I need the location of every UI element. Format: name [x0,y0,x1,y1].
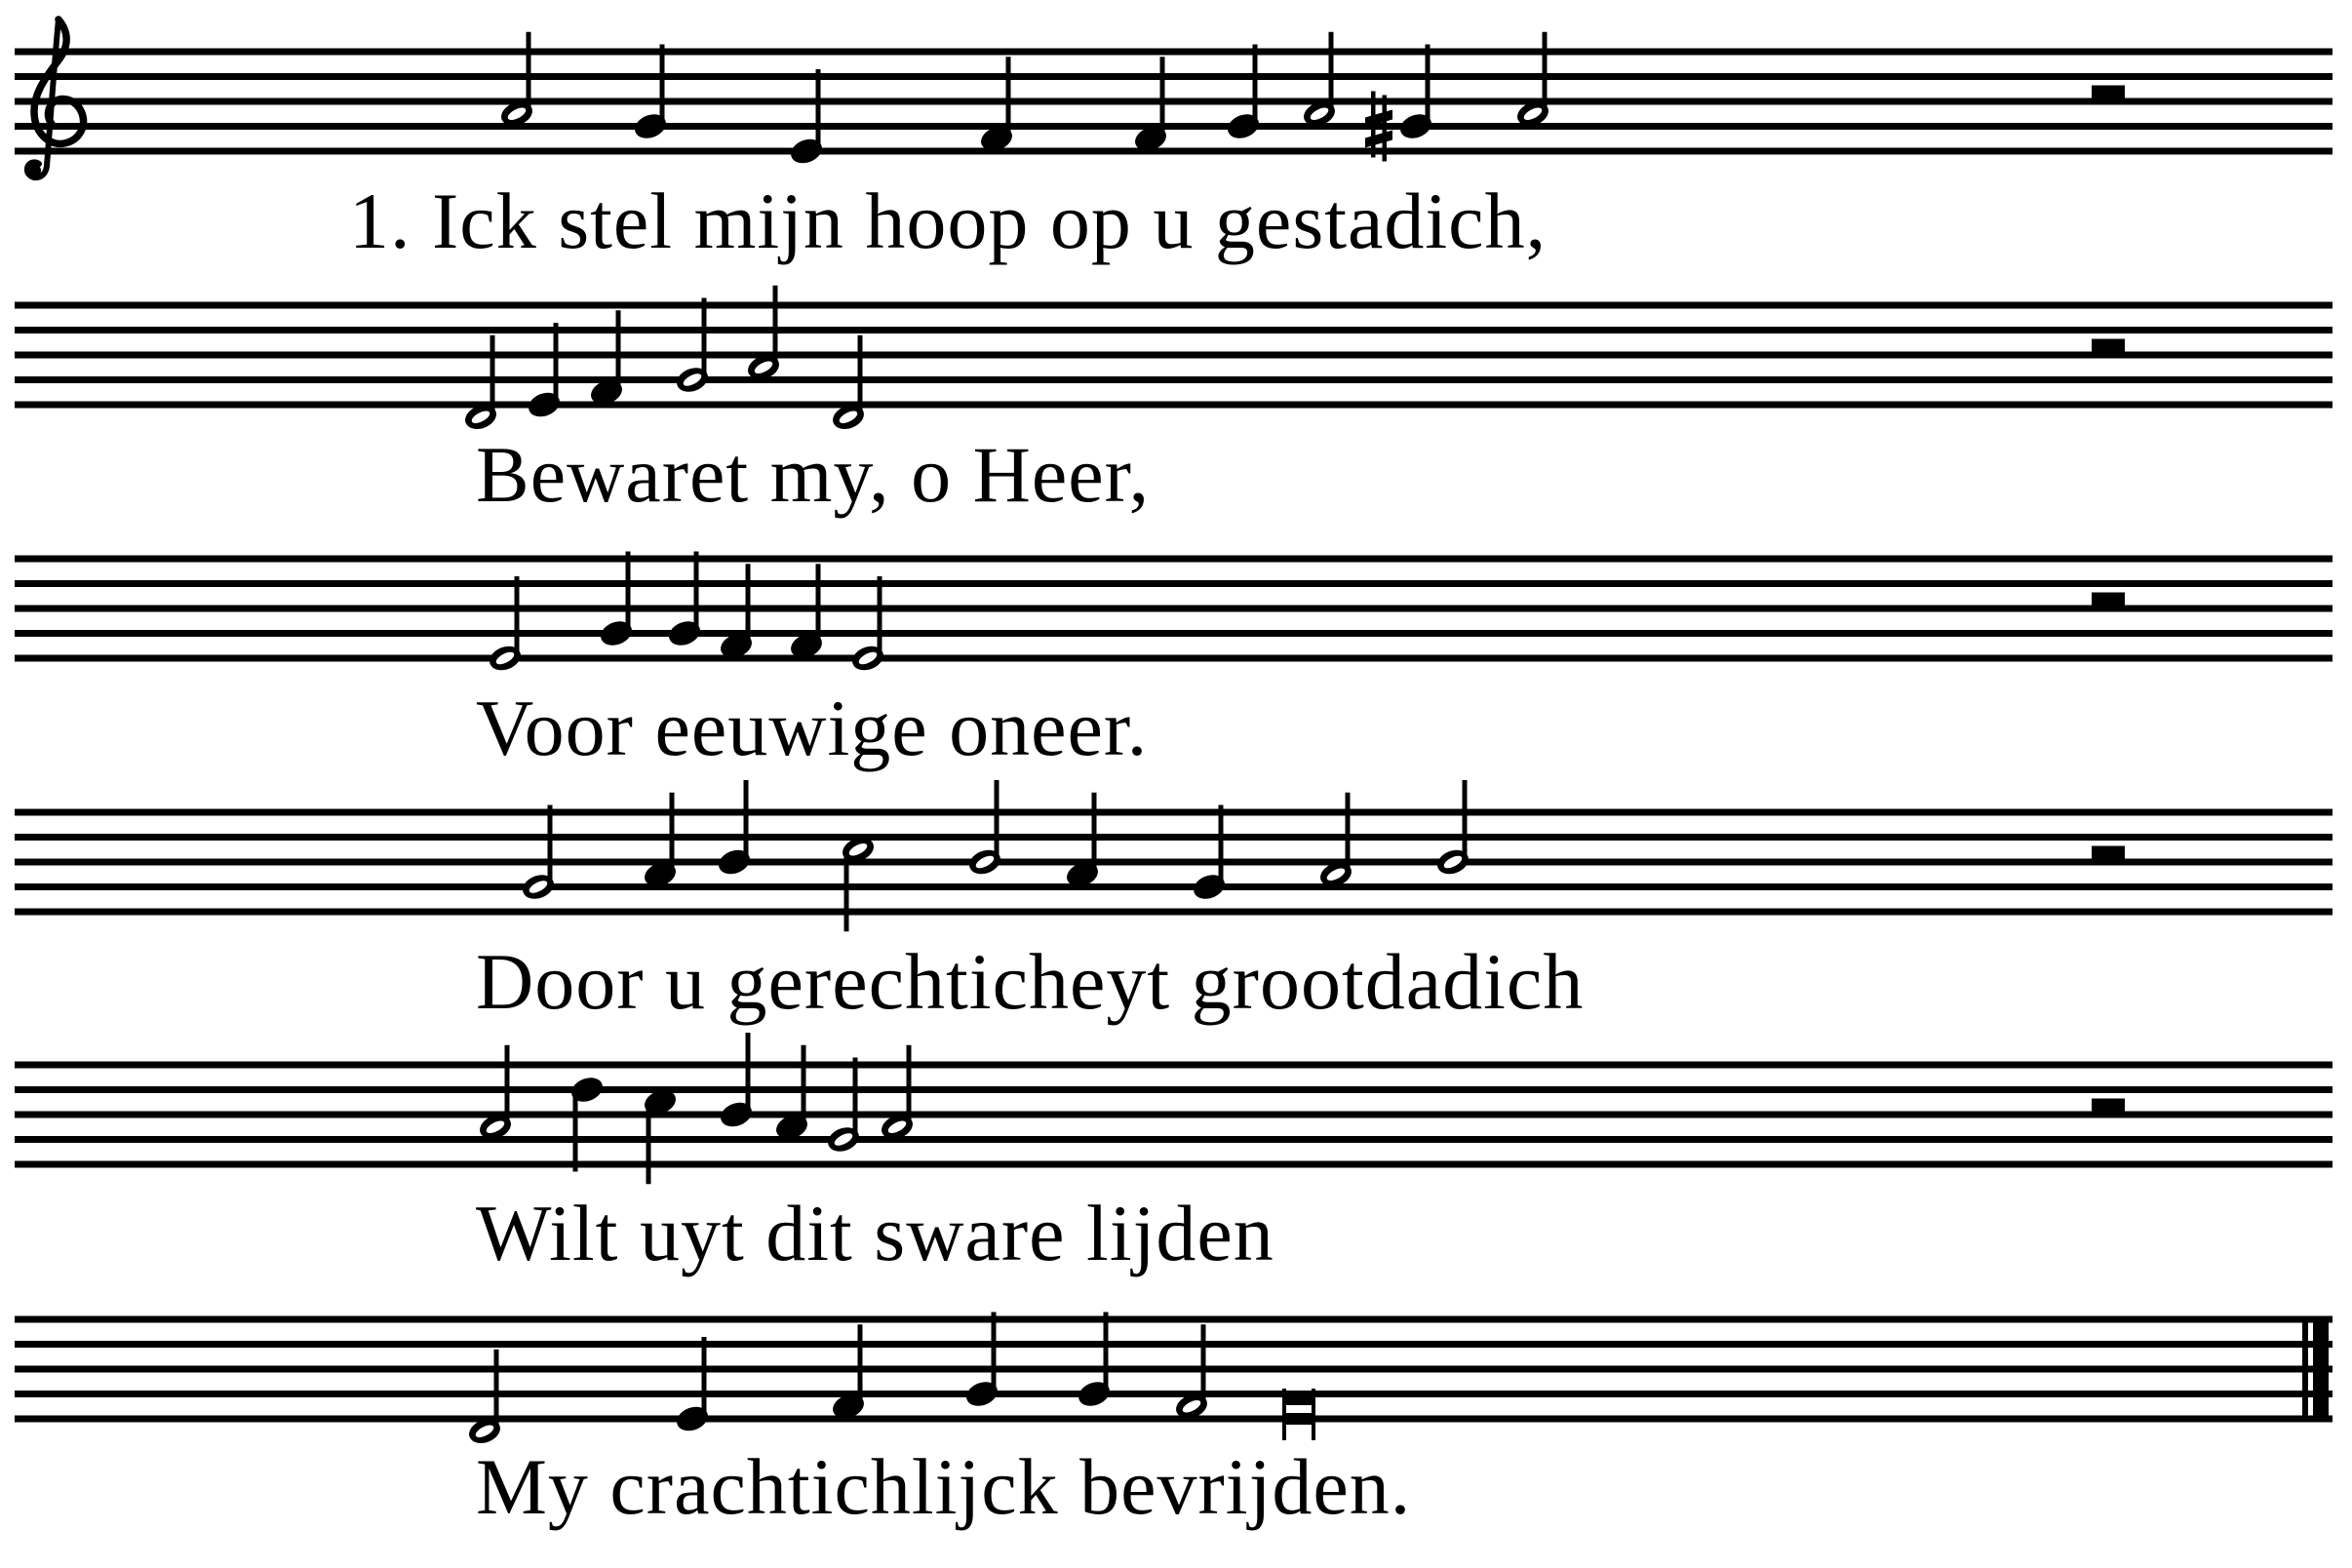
lyric-line-5: Wilt uyt dit sware lijden [476,1189,1274,1277]
staff-line [15,859,2332,866]
note-stem [844,849,849,931]
note-G4-half [673,298,711,397]
staff-line [15,1316,2332,1323]
note-B4-half [965,780,1003,879]
note-stem [853,1058,858,1140]
note-stem [773,286,778,368]
note-E4-quarter [787,69,825,168]
staff-line [15,148,2332,155]
staff-system-2 [15,286,2332,434]
note-A4-half [497,32,535,131]
note-stem [1092,793,1097,875]
note-F4-quarter [977,57,1015,155]
note-stem [858,1324,863,1406]
note-C5-half [839,834,877,932]
staff-line [15,834,2332,841]
note-stem [995,780,1000,862]
note-A4-half [476,1045,514,1144]
final-double-barline [2302,1316,2329,1423]
note-G4-quarter [665,552,703,650]
staff-line [15,1341,2332,1348]
note-stem [505,1045,510,1127]
staff-system-3 [15,552,2332,675]
staff-line [15,302,2332,309]
note-stem [992,1313,997,1394]
staff-system-5 [15,1033,2332,1184]
note-D4-half [465,1350,503,1448]
lyric-line-2: Bewaret my, o Heer, [476,430,1151,519]
staff-line [15,883,2332,890]
staff-line [15,1391,2332,1397]
note-stem [573,1090,578,1172]
note-stem [1346,793,1351,875]
note-F4-half [1172,1324,1210,1423]
note-stem [694,552,699,634]
note-A4-half [1513,32,1551,131]
note-D4-half [829,335,867,434]
staff-line [15,1086,2332,1093]
note-stem [816,69,821,151]
staff-line [15,1161,2332,1168]
note-B4-quarter [715,780,753,879]
note-E4-half [486,576,524,675]
note-E4-quarter [673,1337,711,1435]
note-stem [490,335,495,417]
block-rest [2092,593,2125,606]
note-G4-quarter [631,45,669,143]
note-G4-quarter [1075,1313,1113,1411]
staff-line [15,376,2332,383]
note-stem [1006,57,1011,138]
note-E4-quarter [525,323,563,421]
lyric-line-1: 1. Ick stel mijn hoop op u gestadich, [349,176,1548,265]
staff-line [15,1136,2332,1143]
staff-line [15,73,2332,80]
note-D4-half [461,335,499,434]
note-stem [616,310,621,392]
note-stem [702,298,707,380]
note-stem [515,576,520,658]
staff-system-6 [15,1313,2332,1448]
staff-line [15,1112,2332,1118]
note-stem [858,335,863,417]
block-rest [2092,846,2125,859]
note-G4-half [519,805,557,904]
staff-line [15,606,2332,612]
staff-line [15,1366,2332,1373]
note-F4-quarter [1131,57,1169,155]
note-stem [1426,45,1431,127]
staff-line [15,327,2332,333]
note-stem [494,1350,499,1431]
note-stem [1104,1313,1109,1394]
longa-rest-end-mark [1282,1389,1315,1440]
note-A4-half [744,286,782,384]
staff-line [15,809,2332,816]
staff-line [15,98,2332,105]
staff-line [15,123,2332,130]
lyric-line-4: Door u gerechticheyt grootdadich [476,937,1585,1026]
note-B4-quarter [717,1033,755,1131]
staff-system-1 [15,20,2332,178]
staff-line [15,1416,2332,1423]
note-G4-quarter [597,552,635,650]
staff-line [15,352,2332,359]
staff-line [15,402,2332,409]
staff-system-4 [15,780,2332,931]
note-stem [1463,780,1468,862]
note-stem [670,793,675,875]
note-stem [647,1102,651,1184]
lyric-line-3: Voor eeuwige oneer. [476,684,1149,772]
note-stem [1329,32,1334,114]
note-C5-quarter [641,1086,679,1185]
staff-line [15,630,2332,637]
note-A4-half [1316,793,1354,891]
staff-line [15,556,2332,563]
note-G4-quarter [1190,805,1228,904]
note-G4-half [824,1058,862,1156]
note-stem [1253,45,1258,127]
note-E4-half [848,576,886,675]
note-G4-quarter [1224,45,1262,143]
note-stem [548,805,553,887]
staff-line [15,655,2332,662]
note-stem [746,564,751,646]
note-stem [744,780,749,862]
note-D5-quarter [568,1074,606,1172]
note-stem [1219,805,1224,887]
note-F4-quarter [717,564,755,662]
note-stem [878,576,882,658]
treble-clef-icon [25,20,83,178]
note-stem [1543,32,1548,114]
note-stem [660,45,665,127]
note-stem [554,323,559,405]
staff-line [15,49,2332,56]
note-A4-quarter [772,1045,810,1144]
note-B4-half [1433,780,1471,879]
block-rest [2092,1099,2125,1112]
block-rest [2092,86,2125,98]
note-stem [527,32,531,114]
note-stem [907,1045,912,1127]
note-A4-half [878,1045,916,1144]
note-stem [746,1033,751,1115]
note-F4-quarter [787,564,825,662]
note-stem [626,552,631,634]
staff-line [15,909,2332,916]
note-stem [816,564,821,646]
note-stem [702,1337,707,1419]
note-stem [802,1045,806,1127]
note-G4-quarter [962,1313,1000,1411]
lyric-line-6: My crachtichlijck bevrijden. [476,1442,1412,1531]
staff-line [15,580,2332,587]
staff-line [15,1062,2332,1069]
note-F4-quarter [587,310,625,409]
note-A4-quarter [1063,793,1101,891]
note-A4-half [1300,32,1338,131]
note-A4-quarter [641,793,679,891]
note-stem [1160,57,1165,138]
note-F4-quarter [829,1324,867,1423]
note-stem [1201,1324,1206,1406]
block-rest [2092,339,2125,352]
